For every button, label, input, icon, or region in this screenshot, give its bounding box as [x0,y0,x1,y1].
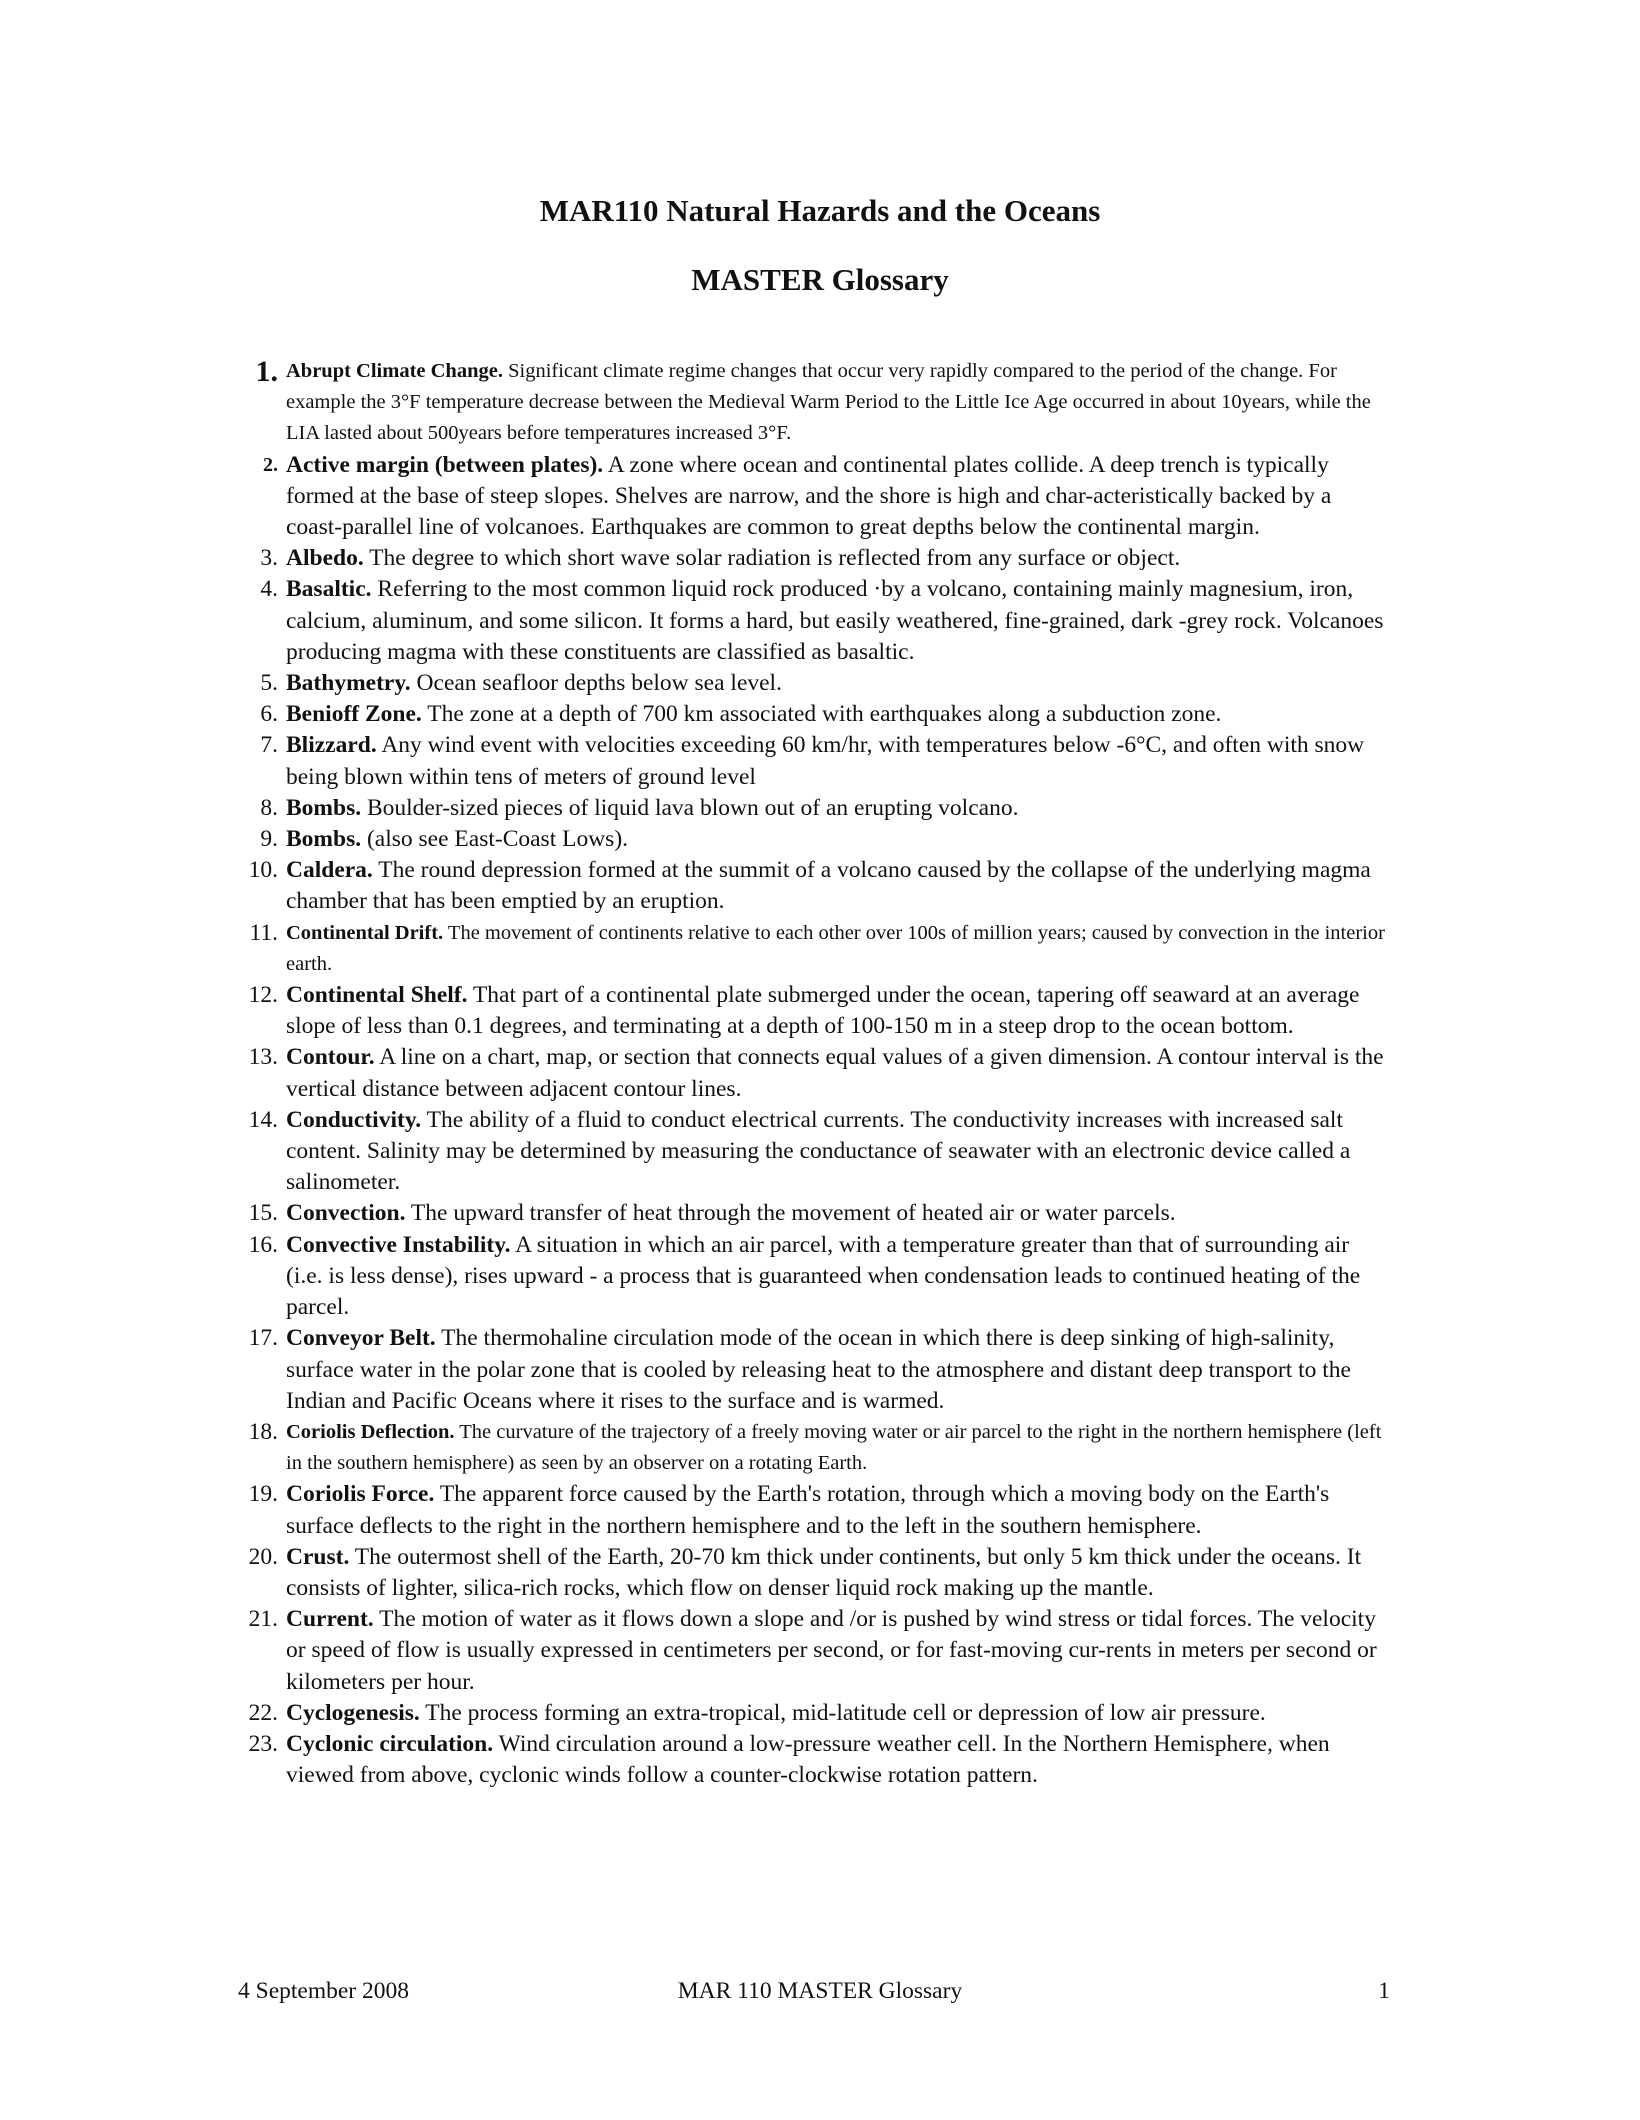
item-term: Albedo. [286,545,364,572]
item-number: 12. [248,982,278,1009]
list-item [238,793,1388,824]
item-term: Conveyor Belt. [286,1325,436,1352]
list-item [238,1604,1388,1698]
item-number: 16. [248,1231,278,1258]
item-definition: (also see East-Coast Lows). [366,826,629,853]
item-number: 9. [260,826,278,853]
item-term: Coriolis Deflection. [286,1420,455,1443]
item-number: 2. [263,453,278,476]
item-number: 21. [248,1606,278,1633]
item-number: 15. [248,1200,278,1227]
item-definition: The degree to which short wave solar radiation is reflected from any surface or object. [369,545,1181,572]
page-subtitle: MASTER Glossary [691,262,949,297]
item-term: Continental Shelf. [286,982,468,1009]
list-item [238,1479,1388,1541]
item-definition: The outermost shell of the Earth, 20-70 km thick under continents, but only 5 km thick under the oceans. It consists of lighter, silica-rich rocks, which flow on denser liquid rock making up the mantle. [286,1543,1362,1601]
item-number: 23. [248,1730,278,1757]
item-definition: A situation in which an air parcel, with a temperature greater than that of surrounding air (i.e. is less dense), rises upward - a process that is guaranteed when condensation leads to continued heating of the parcel. [286,1231,1361,1321]
item-definition: The ability of a fluid to conduct electrical currents. The conductivity increases with increased salt content. Salinity may be determined by measuring the conductance of seawater with an electronic device called a salinometer. [286,1106,1351,1196]
item-term: Current. [286,1606,374,1633]
list-item [238,824,1388,855]
list-item [238,574,1388,668]
list-item [238,855,1388,917]
item-term: Benioff Zone. [286,701,422,728]
item-term: Caldera. [286,857,373,884]
item-number: 6. [260,701,278,728]
item-term: Basaltic. [286,576,372,603]
item-definition: The motion of water as it flows down a slope and /or is pushed by wind stress or tidal forces. The velocity or speed of flow is usually expressed in centimeters per second, or for fast-moving cur-rents in meters per second or kilometers per hour. [286,1606,1377,1695]
item-definition: Any wind event with velocities exceeding 60 km/hr, with temperatures below -6°C, and often with snow being blown within tens of meters of ground level [286,732,1365,790]
item-term: Abrupt Climate Change. [286,360,503,382]
item-number: 14. [248,1106,278,1133]
list-item [238,1198,1388,1229]
item-term: Coriolis Force. [286,1481,435,1508]
list-item [238,1230,1388,1324]
item-number: 3. [260,545,278,572]
item-definition: A line on a chart, map, or section that connects equal values of a given dimension. A contour interval is the vertical distance between adjacent contour lines. [286,1044,1384,1102]
item-number: 19. [248,1481,278,1508]
item-term: Continental Drift. [286,921,444,944]
item-definition: The zone at a depth of 700 km associated with earthquakes along a subduction zone. [427,701,1222,728]
list-item [238,668,1388,699]
page-number: 1 [1378,1978,1390,2004]
list-item [238,699,1388,730]
item-number: 13. [248,1044,278,1071]
list-item [238,1323,1388,1417]
item-number: 18. [248,1418,278,1445]
item-number: 20. [248,1543,278,1570]
item-definition: That part of a continental plate submerged under the ocean, tapering off seaward at an average slope of less than 0.1 degrees, and terminating at a depth of 100-150 m in a steep drop to the ocean bottom. [286,982,1360,1040]
item-term: Active margin (between plates). [286,451,604,478]
item-term: Convection. [286,1200,406,1227]
item-definition: Significant climate regime changes that occur very rapidly compared to the period of the change. For example the 3°F temperature decrease between the Medieval Warm Period to the Little Ice Age occurred in about 10years, while the LIA lasted about 500years before temperatures increased 3°F. [286,360,1371,445]
list-item [238,450,1388,544]
glossary-list [238,356,1388,1791]
item-number: 11. [249,919,278,946]
item-number: 7. [260,732,278,759]
item-term: Blizzard. [286,732,377,759]
item-number: 8. [260,794,278,821]
item-number: 1. [255,355,278,388]
item-definition: Ocean seafloor depths below sea level. [416,670,782,697]
item-term: Conductivity. [286,1106,422,1133]
list-item [238,1105,1388,1199]
item-definition: The process forming an extra-tropical, mid-latitude cell or depression of low air pressure. [425,1699,1266,1726]
item-number: 22. [248,1699,278,1726]
item-definition: A zone where ocean and continental plates collide. A deep trench is typically formed at the base of steep slopes. Shelves are narrow, and the shore is high and char-acteristically backed by a coast-parallel line of volcanoes. Earthquakes are common to great depths below the continental margin. [286,451,1332,541]
item-definition: Boulder-sized pieces of liquid lava blown out of an erupting volcano. [366,794,1019,821]
list-item [238,1542,1388,1604]
item-definition: The upward transfer of heat through the movement of heated air or water parcels. [410,1200,1176,1227]
item-definition: Referring to the most common liquid rock produced ·by a volcano, containing mainly magnesium, iron, calcium, aluminum, and some silicon. It forms a hard, but easily weathered, fine-grained, dark -grey rock. Volcanoes producing magma with these constituents are classified as basaltic. [286,576,1384,665]
list-item [238,1042,1388,1104]
list-item [238,918,1388,980]
footer-title: MAR 110 MASTER Glossary [677,1978,963,2004]
list-item [238,1417,1388,1479]
item-term: Cyclonic circulation. [286,1730,494,1757]
item-term: Contour. [286,1044,375,1071]
item-definition: The movement of continents relative to each other over 100s of million years; caused by convection in the interior earth. [286,921,1385,975]
item-definition: The thermohaline circulation mode of the ocean in which there is deep sinking of high-salinity, surface water in the polar zone that is cooled by releasing heat to the atmosphere and distant deep transport to the Indian and Pacific Oceans where it rises to the surface and is warmed. [286,1325,1351,1414]
item-term: Bombs. [286,826,362,853]
list-item [238,356,1388,450]
item-number: 10. [248,857,278,884]
item-term: Bombs. [286,794,362,821]
item-number: 17. [248,1325,278,1352]
item-definition: The round depression formed at the summit of a volcano caused by the collapse of the underlying magma chamber that has been emptied by an eruption. [286,857,1371,915]
page-title: MAR110 Natural Hazards and the Oceans [539,193,1101,228]
item-term: Cyclogenesis. [286,1699,420,1726]
item-term: Crust. [286,1543,350,1570]
item-definition: The curvature of the trajectory of a freely moving water or air parcel to the right in the northern hemisphere (left in the southern hemisphere) as seen by an observer on a rotating Earth. [286,1420,1382,1475]
item-term: Bathymetry. [286,670,411,697]
footer-date: 4 September 2008 [238,1978,409,2004]
list-item [238,980,1388,1042]
list-item [238,1729,1388,1791]
list-item [238,1698,1388,1729]
list-item [238,730,1388,792]
item-definition: The apparent force caused by the Earth's rotation, through which a moving body on the Earth's surface deflects to the right in the northern hemisphere and to the left in the southern hemisphere. [286,1481,1330,1539]
item-number: 5. [260,670,278,697]
item-definition: Wind circulation around a low-pressure weather cell. In the Northern Hemisphere, when viewed from above, cyclonic winds follow a counter-clockwise rotation pattern. [286,1730,1330,1789]
item-term: Convective Instability. [286,1231,511,1258]
list-item [238,543,1388,574]
item-number: 4. [260,576,278,603]
